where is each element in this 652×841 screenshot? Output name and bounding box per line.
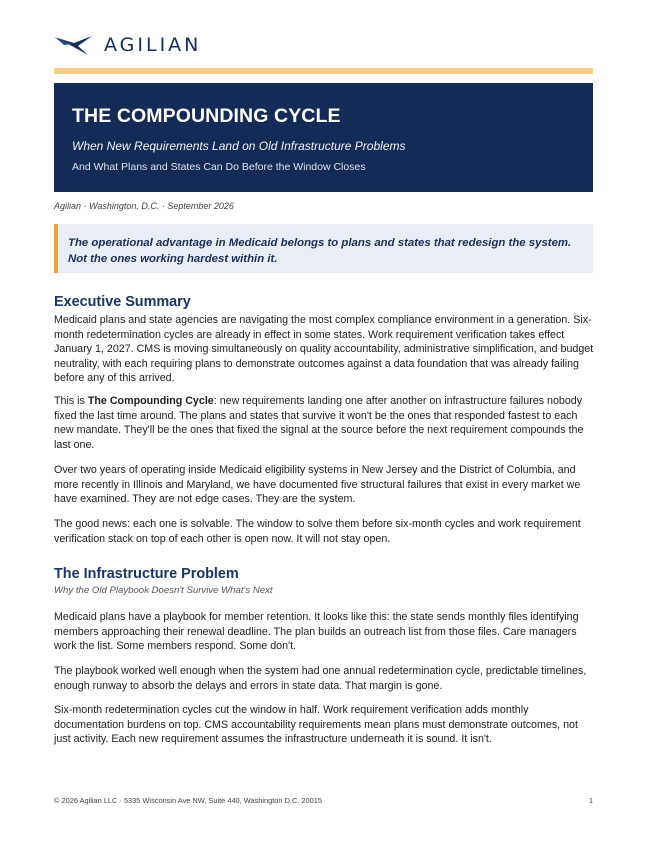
page-footer <box>54 796 593 805</box>
exec-summary-paragraph-3: Over two years of operating inside Medicaid eligibility systems in New Jersey and the District of Columbia, and more recently in Illinois and Maryland, we have documented five structural failures that exist in every market we have examined. They are not edge cases. They are the system. <box>54 464 581 505</box>
exec-p2-lead: This is <box>54 395 88 407</box>
exec-p2-rest: : new requirements landing one after another on infrastructure failures nobody fixed the last time around. The plans and states that survive it won't be the ones that responded fastest to each new mandate. They'll be the ones that fixed the signal at the source before the next requirement compounds the last one. <box>54 395 584 451</box>
page-number: 1 <box>588 796 593 805</box>
footer-text: © 2026 Agilian LLC · 5335 Wisconsin Ave NW, Suite 440, Washington D.C. 20015 <box>54 796 322 805</box>
document-subtitle: When New Requirements Land on Old Infrastructure Problems <box>72 139 406 153</box>
infrastructure-paragraph-1: Medicaid plans have a playbook for member retention. It looks like this: the state sends monthly files identifying members approaching their renewal deadline. The plan builds an outreach list from those files. Care managers work the list. Some members respond. Some don't. <box>54 611 579 652</box>
pull-quote-line-2: Not the ones working hardest within it. <box>68 253 278 265</box>
document-subtitle-secondary: And What Plans and States Can Do Before the Window Closes <box>72 161 366 173</box>
infrastructure-paragraph-3: Six-month redetermination cycles cut the window in half. Work requirement verification adds monthly documentation burdens on top. CMS accountability requirements mean plans must demonstrate outcomes, not just activity. Each new requirement assumes the infrastructure underneath it is sound. It isn't. <box>54 704 578 745</box>
swoosh-mark-icon <box>54 34 94 56</box>
exec-summary-paragraph-4: The good news: each one is solvable. The window to solve them before six-month cycles and work requirement verification stack on top of each other is open now. It will not stay open. <box>54 518 581 545</box>
infrastructure-paragraph-2: The playbook worked well enough when the system had one annual redetermination cycle, predictable timelines, enough runway to absorb the delays and errors in state data. That margin is gone. <box>54 665 587 692</box>
pull-quote <box>54 224 593 273</box>
compounding-cycle-term: The Compounding Cycle <box>87 395 214 407</box>
pull-quote-line-1: The operational advantage in Medicaid belongs to plans and states that redesign the system. <box>68 237 572 249</box>
agilian-logo <box>54 34 201 56</box>
executive-summary-heading: Executive Summary <box>54 294 191 310</box>
exec-summary-paragraph-1: Medicaid plans and state agencies are navigating the most complex compliance environment in a generation. Six-month redetermination cycles are already in effect in some states. Work requirement verification takes effect January 1, 2027. CMS is moving simultaneously on quality accountability, administrative simplification, and budget neutrality, with each requiring plans to demonstrate outcomes against a data foundation that was already failing before any of this arrived. <box>54 314 594 384</box>
infrastructure-heading: The Infrastructure Problem <box>54 566 239 582</box>
byline: Agilian · Washington, D.C. · September 2026 <box>54 201 234 211</box>
accent-rule <box>54 68 593 74</box>
brand-name: AGILIAN <box>104 34 202 56</box>
infrastructure-subheading: Why the Old Playbook Doesn't Survive What's Next <box>54 585 273 596</box>
title-banner <box>54 83 593 192</box>
exec-summary-paragraph-2 <box>54 394 594 452</box>
infrastructure-heading-block <box>54 566 594 596</box>
executive-summary-heading-block <box>54 294 594 310</box>
document-title: THE COMPOUNDING CYCLE <box>72 105 341 127</box>
